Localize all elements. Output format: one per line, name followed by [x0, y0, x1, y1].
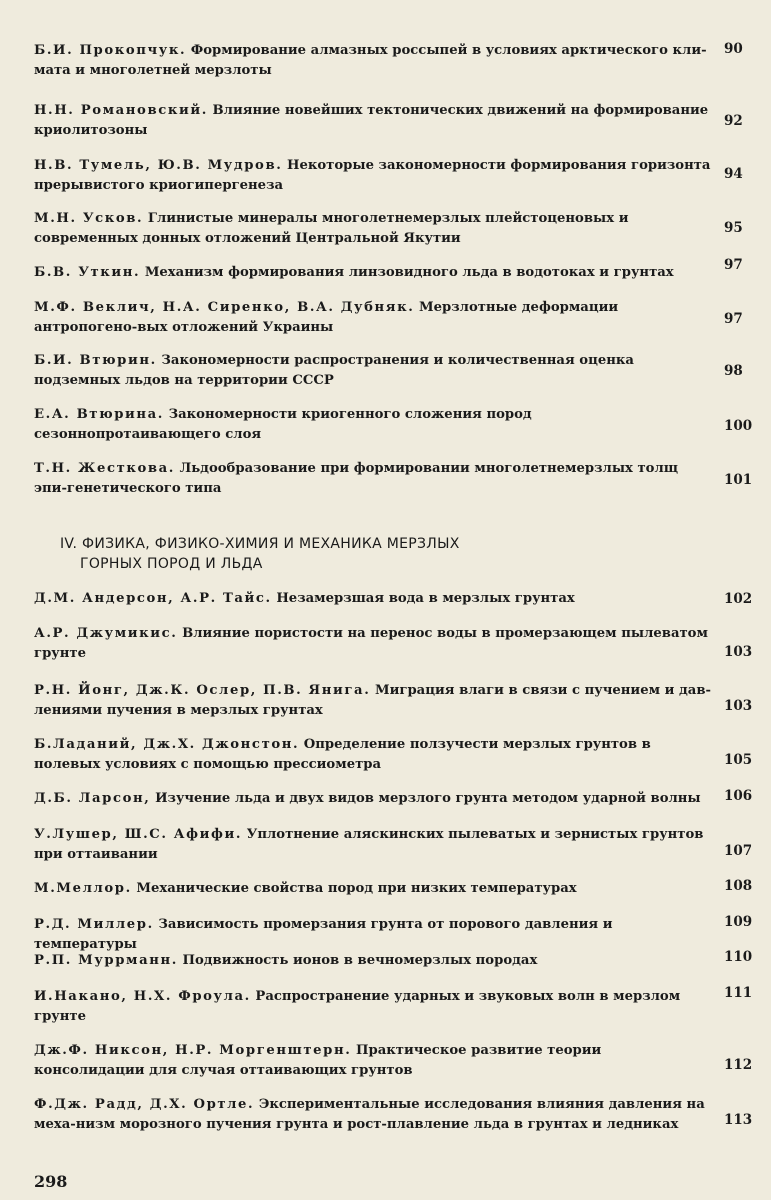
entry-title: Уплотнение аляскинских пылеватых и зернистых грунтов при оттаивании [34, 827, 704, 862]
toc-entry [34, 209, 720, 249]
entry-title: Некоторые закономерности формирования горизонта прерывистого криогипергенеза [34, 158, 711, 193]
entry-page: 97 [724, 311, 743, 327]
entry-page: 110 [724, 949, 753, 965]
page-number: 298 [34, 1172, 68, 1191]
entry-title: Распространение ударных и звуковых волн в мерзлом грунте [34, 989, 681, 1024]
entry-title: Механизм формирования линзовидного льда в водотоках и грунтах [144, 265, 674, 280]
toc-entry [34, 351, 720, 391]
entry-title: Мерзлотные деформации антропогено-вых отложений Украины [34, 300, 619, 335]
entry-page: 95 [724, 220, 743, 236]
entry-page: 103 [724, 698, 753, 714]
entry-authors: М.Н. Усков. [34, 211, 144, 226]
toc-entry [34, 825, 720, 865]
entry-authors: Р.Н. Йонг, Дж.К. Ослер, П.В. Янига. [34, 683, 371, 698]
entry-title: Изучение льда и двух видов мерзлого грунта методом ударной волны [155, 791, 701, 806]
entry-authors: М.Меллор. [34, 881, 132, 896]
toc-entry [34, 735, 720, 775]
entry-authors: Б.И. Прокопчук. [34, 43, 187, 58]
entry-title: Механические свойства пород при низких температурах [136, 881, 577, 896]
section-heading-line2: ГОРНЫХ ПОРОД И ЛЬДА [80, 556, 263, 572]
toc-entry [34, 915, 720, 955]
entry-authors: А.Р. Джумикис. [34, 626, 178, 641]
entry-page: 100 [724, 418, 753, 434]
entry-title: Льдообразование при формировании многолетнемерзлых толщ эпи-генетического типа [34, 461, 679, 496]
toc-entry [34, 41, 720, 81]
entry-authors: Ф.Дж. Радд, Д.Х. Ортле. [34, 1097, 255, 1112]
toc-entry [34, 298, 720, 338]
entry-authors: Р.Д. Миллер. [34, 917, 154, 932]
toc-entry [34, 589, 720, 609]
entry-title: Подвижность ионов в вечномерзлых породах [182, 953, 538, 968]
toc-entry [34, 405, 720, 445]
entry-authors: И.Накано, Н.Х. Фроула. [34, 989, 251, 1004]
entry-authors: Б.Ладаний, Дж.Х. Джонстон. [34, 737, 300, 752]
toc-entry [34, 624, 720, 664]
entry-page: 113 [724, 1112, 753, 1128]
entry-title: Незамерзшая вода в мерзлых грунтах [276, 591, 575, 606]
entry-authors: Б.В. Уткин. [34, 265, 141, 280]
entry-title: Миграция влаги в связи с пучением и дав-лениями пучения в мерзлых грунтах [34, 683, 711, 718]
section-heading-line1: IV. ФИЗИКА, ФИЗИКО-ХИМИЯ И МЕХАНИКА МЕРЗЛЫХ [60, 536, 460, 552]
entry-title: Влияние пористости на перенос воды в промерзающем пылеватом грунте [34, 626, 708, 661]
entry-page: 90 [724, 41, 743, 57]
entry-authors: Н.Н. Романовский. [34, 103, 208, 118]
toc-entry [34, 1041, 720, 1081]
entry-title: Закономерности распространения и количественная оценка подземных льдов на территории СССР [34, 353, 634, 388]
toc-entry [34, 459, 720, 499]
toc-entry [34, 1095, 720, 1135]
entry-title: Зависимость промерзания грунта от порового давления и температуры [34, 917, 613, 952]
entry-title: Закономерности криогенного сложения пород сезоннопротаивающего слоя [34, 407, 532, 442]
toc-entry [34, 156, 720, 196]
entry-title: Практическое развитие теории консолидации для случая оттаивающих грунтов [34, 1043, 602, 1078]
entry-authors: Д.Б. Ларсон, [34, 791, 151, 806]
entry-page: 111 [724, 985, 753, 1001]
entry-title: Определение ползучести мерзлых грунтов в полевых условиях с помощью прессиометра [34, 737, 651, 772]
entry-page: 103 [724, 644, 753, 660]
entry-page: 101 [724, 472, 753, 488]
entry-page: 97 [724, 257, 743, 273]
entry-page: 92 [724, 113, 743, 129]
entry-page: 109 [724, 914, 753, 930]
toc-entry [34, 263, 720, 283]
toc-entry [34, 879, 720, 899]
entry-page: 94 [724, 166, 743, 182]
section-heading [60, 534, 680, 574]
entry-title: Глинистые минералы многолетнемерзлых плейстоценовых и современных донных отложений Центральной Якутии [34, 211, 629, 246]
entry-authors: Р.П. Муррманн. [34, 953, 178, 968]
entry-page: 106 [724, 788, 753, 804]
entry-authors: Д.М. Андерсон, А.Р. Тайс. [34, 591, 272, 606]
toc-entry [34, 987, 720, 1027]
entry-page: 102 [724, 591, 753, 607]
entry-authors: М.Ф. Веклич, Н.А. Сиренко, В.А. Дубняк. [34, 300, 415, 315]
entry-page: 98 [724, 363, 743, 379]
entry-page: 105 [724, 752, 753, 768]
entry-title: Влияние новейших тектонических движений на формирование криолитозоны [34, 103, 709, 138]
entry-title: Экспериментальные исследования влияния давления на меха-низм морозного пучения грунта и рост-плавление льда в грунтах и ледниках [34, 1097, 705, 1132]
entry-authors: Е.А. Втюрина. [34, 407, 164, 422]
entry-authors: Б.И. Втюрин. [34, 353, 157, 368]
toc-entry [34, 681, 720, 721]
toc-entry [34, 101, 720, 141]
entry-authors: Т.Н. Жесткова. [34, 461, 175, 476]
entry-authors: Н.В. Тумель, Ю.В. Мудров. [34, 158, 283, 173]
entry-authors: Дж.Ф. Никсон, Н.Р. Моргенштерн. [34, 1043, 352, 1058]
entry-page: 107 [724, 843, 753, 859]
entry-page: 108 [724, 878, 753, 894]
entry-title: Формирование алмазных россыпей в условиях арктического кли-мата и многолетней мерзлоты [34, 43, 707, 78]
toc-entry [34, 951, 720, 971]
entry-page: 112 [724, 1057, 753, 1073]
toc-entry [34, 789, 720, 809]
entry-authors: У.Лушер, Ш.С. Афифи. [34, 827, 243, 842]
